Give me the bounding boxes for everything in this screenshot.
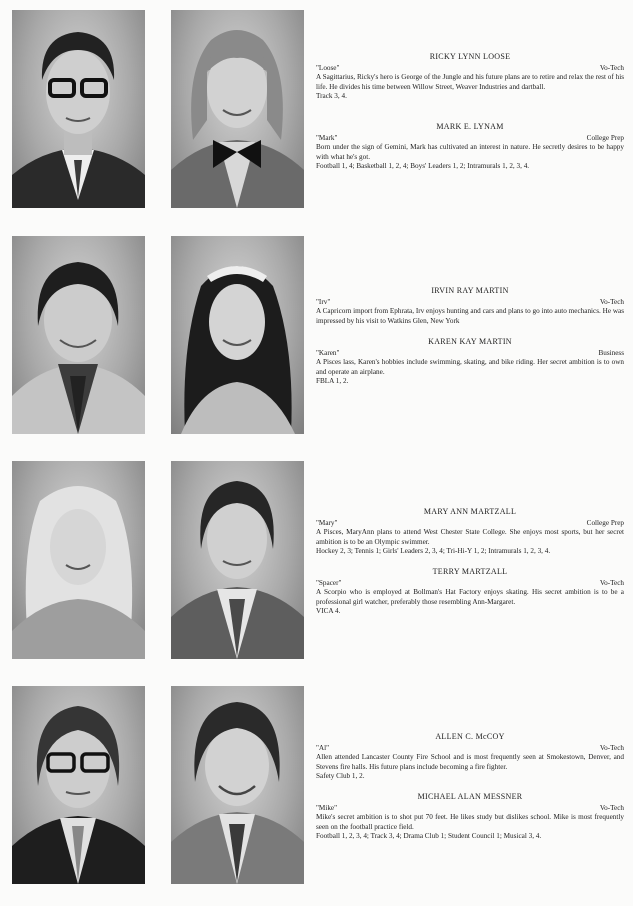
entry-michael-messner	[316, 792, 624, 841]
entry-mark-lynam	[316, 122, 624, 171]
student-name: RICKY LYNN LOOSE	[429, 52, 511, 61]
student-bio: A Capricorn import from Ephrata, Irv enjoys hunting and cars and plans to go into auto mechanics. He was impressed by his visit to Watkins Glen, New York	[316, 307, 624, 325]
entry-terry-martzall	[316, 567, 624, 616]
portrait-irvin-martin	[12, 236, 145, 434]
student-bio: A Scorpio who is employed at Bollman's Hat Factory enjoys skating. His secret ambition is to be a professional girl watcher, preferably those resembling Ann-Margaret.	[316, 588, 624, 606]
student-activities: FBLA 1, 2.	[316, 376, 349, 385]
entry-ricky-loose	[316, 52, 624, 101]
student-bio: Mike's secret ambition is to shot put 70 feet. He likes study but dislikes school. Mike is most frequently seen on the football practice field.	[316, 813, 624, 831]
student-bio: Allen attended Lancaster County Fire School and is most frequently seen at Smokestown, Denver, and Stevens fire halls. His future plans include becoming a fire fighter.	[316, 753, 624, 771]
portrait-allen-mccoy	[12, 686, 145, 884]
student-bio: Born under the sign of Gemini, Mark has cultivated an interest in nature. He secretly desires to be happy with what he's got.	[316, 143, 624, 161]
entry-irvin-martin	[316, 286, 624, 326]
student-course: Vo-Tech	[599, 579, 624, 588]
student-activities: Hockey 2, 3; Tennis 1; Girls' Leaders 2, 3, 4; Tri-Hi-Y 1, 2; Intramurals 1, 2, 3, 4.	[316, 546, 551, 555]
student-activities: Safety Club 1, 2.	[316, 771, 365, 780]
student-nickname: "Mary"	[316, 519, 338, 528]
student-nickname: "Al"	[316, 744, 330, 753]
student-name: TERRY MARTZALL	[432, 567, 508, 576]
student-name: MARK E. LYNAM	[436, 122, 504, 131]
student-nickname: "Loose"	[316, 64, 340, 73]
student-name: IRVIN RAY MARTIN	[431, 286, 509, 295]
portrait-mary-ann-martzall	[12, 461, 145, 659]
portrait-ricky-loose	[12, 10, 145, 208]
entry-karen-martin	[316, 337, 624, 386]
student-course: Vo-Tech	[599, 804, 624, 813]
student-nickname: "Karen"	[316, 349, 340, 358]
student-course: Vo-Tech	[599, 298, 624, 307]
student-bio: A Pisces lass, Karen's hobbies include swimming, skating, and bike riding. Her secret ambition is to own and operate an airplane.	[316, 358, 624, 376]
student-nickname: "Mark"	[316, 134, 338, 143]
entry-mary-ann-martzall	[316, 507, 624, 556]
student-bio: A Pisces, MaryAnn plans to attend West Chester State College. She enjoys most sports, but her secret ambition is to be an Olympic swimmer.	[316, 528, 624, 546]
student-name: ALLEN C. McCOY	[435, 732, 505, 741]
student-course: Vo-Tech	[599, 64, 624, 73]
student-name: MICHAEL ALAN MESSNER	[417, 792, 523, 801]
student-name: KAREN KAY MARTIN	[428, 337, 512, 346]
student-activities: VICA 4.	[316, 606, 341, 615]
portrait-mark-lynam	[171, 10, 304, 208]
student-course: Vo-Tech	[599, 744, 624, 753]
portrait-karen-martin	[171, 236, 304, 434]
student-nickname: "Irv"	[316, 298, 331, 307]
student-activities: Football 1, 2, 3, 4; Track 3, 4; Drama Club 1; Student Council 1; Musical 3, 4.	[316, 831, 542, 840]
portrait-michael-messner	[171, 686, 304, 884]
student-activities: Football 1, 4; Basketball 1, 2, 4; Boys' Leaders 1, 2; Intramurals 1, 2, 3, 4.	[316, 161, 530, 170]
student-course: Business	[598, 349, 624, 358]
portrait-terry-martzall	[171, 461, 304, 659]
student-nickname: "Spacer"	[316, 579, 342, 588]
student-course: College Prep	[586, 134, 624, 143]
student-name: MARY ANN MARTZALL	[423, 507, 517, 516]
student-activities: Track 3, 4.	[316, 91, 347, 100]
student-course: College Prep	[586, 519, 624, 528]
entry-allen-mccoy	[316, 732, 624, 781]
student-nickname: "Mike"	[316, 804, 338, 813]
student-bio: A Sagittarius, Ricky's hero is George of the Jungle and his future plans are to retire and relax the rest of his life. He divides his time between Willow Street, Weaver Industries and dartball.	[316, 73, 624, 91]
